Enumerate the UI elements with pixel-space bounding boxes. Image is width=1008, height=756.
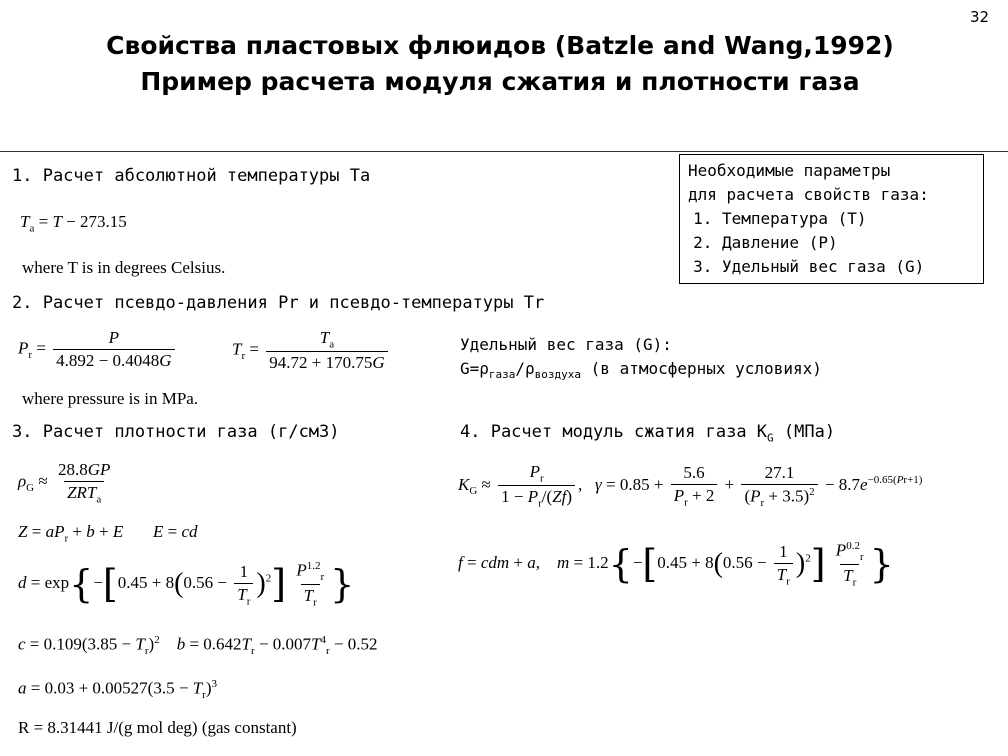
formula-pseudo-temperature: $T_r$ = $\frac{T_a}{94.72 + 170.75G}$ (232, 328, 391, 373)
formula-a: $a = 0.03 + 0.00527(3.5 - T_r)^3$ (18, 678, 217, 702)
gas-gravity-definition (460, 333, 822, 387)
section-1-heading: 1. Расчет абсолютной температуры Ta (12, 166, 371, 186)
formula-bulk-modulus: $K_G$ ≈ $\frac{P_r}{1 - P_r/(Zf)}$ , γ = 0.85 + $\frac{5.6}{P_r + 2}$ + $\frac{27.1}{(P_r + 3.5)^2}$ − $8.7e^{-0.65(Pr+1)}$ (458, 462, 923, 510)
params-list (688, 207, 975, 279)
gravity-prefix: G=ρ (460, 359, 489, 378)
title-line-1: Свойства пластовых флюидов (Batzle and Wang,1992) (106, 31, 894, 60)
params-heading-2: для расчета свойств газа: (688, 185, 929, 204)
note-pressure: where pressure is in MPa. (22, 389, 199, 408)
formula-gas-density: $\rho_G$ ≈ $\frac{28.8GP}{ZRT_a}$ (18, 460, 111, 506)
note-celsius: where T is in degrees Celsius. (22, 258, 226, 277)
formula-f-and-m: f = cdm + a, m = 1.2{−[0.45 + 8(0.56 − $\frac{1}{T_r}$ )$^2$] $\frac{P^{0.2}_r}{T_r}$ } (458, 540, 894, 589)
page-number: 32 (970, 8, 990, 26)
section-4-suffix: (МПа) (773, 422, 836, 442)
gravity-slash: /ρ (515, 359, 535, 378)
formula-d: d = exp{−[0.45 + 8(0.56 − $\frac{1}{T_r}$ )$^2$] $\frac{P^{1.2}_r}{T_r}$ } (18, 560, 355, 609)
formula-pseudo-pressure: $P_r$ = $\frac{P}{4.892 - 0.4048G}$ (18, 328, 178, 371)
section-4-sub: G (767, 431, 774, 445)
note-gas-constant: R = 8.31441 J/(g mol deg) (gas constant) (18, 718, 297, 737)
gas-gravity-title: Удельный вес газа (G): (460, 335, 672, 354)
formula-z: $Z = aP_r + b + E$ E = cd (18, 522, 198, 545)
param-pressure: 2. Давление (P) (722, 231, 975, 255)
section-4-prefix: 4. Расчет модуль сжатия газа K (460, 422, 768, 442)
gravity-air-sub: воздуха (534, 368, 582, 382)
gas-gravity-formula (460, 357, 822, 387)
formula-absolute-temperature: $T_a = T - 273.15$ (20, 212, 127, 235)
gravity-gas-sub: газа (488, 368, 516, 382)
page-title (0, 28, 1000, 100)
params-heading-1: Необходимые параметры (688, 161, 891, 180)
section-4-heading (460, 422, 835, 444)
header-divider (0, 151, 1008, 152)
gravity-suffix: (в атмосферных условиях) (581, 359, 822, 378)
required-params-box (679, 154, 984, 284)
param-temperature: 1. Температура (T) (722, 207, 975, 231)
section-2-heading: 2. Расчет псевдо-давления Pr и псевдо-температуры Tr (12, 293, 545, 313)
title-line-2: Пример расчета модуля сжатия и плотности газа (140, 67, 860, 96)
param-gravity: 3. Удельный вес газа (G) (722, 255, 975, 279)
formula-c-and-b: $c = 0.109(3.85 - T_r)^2$ $b = 0.642T_r - 0.007T^4_r - 0.52$ (18, 634, 378, 658)
section-3-heading: 3. Расчет плотности газа (г/см3) (12, 422, 340, 442)
